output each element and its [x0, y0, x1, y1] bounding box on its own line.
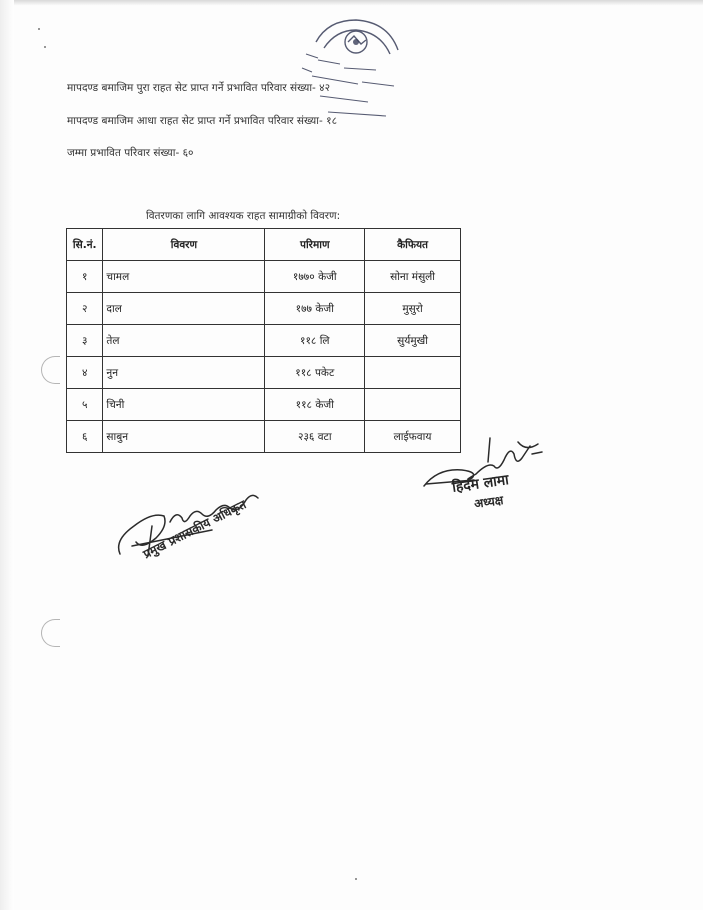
header-remarks: कैफियत: [365, 229, 461, 261]
scan-speck: [355, 878, 357, 880]
relief-materials-table: [66, 228, 461, 453]
cell-quantity: ११८ केजी: [265, 389, 365, 421]
header-quantity: परिमाण: [265, 229, 365, 261]
cell-remark: [365, 389, 461, 421]
full-set-families-line: मापदण्ड बमाजिम पुरा राहत सेट प्राप्त गर्ने प्रभावित परिवार संख्या- ४२: [67, 82, 331, 94]
header-description: विवरण: [103, 229, 265, 261]
cell-quantity: १७७ केजी: [265, 293, 365, 325]
table-row: [67, 421, 461, 453]
cell-quantity: २३६ वटा: [265, 421, 365, 453]
header-serial: सि.नं.: [67, 229, 103, 261]
table-caption: वितरणका लागि आवश्यक राहत सामाग्रीको विवरण:: [146, 210, 341, 222]
cell-serial: ६: [67, 421, 103, 453]
cell-item: चिनी: [103, 389, 265, 421]
scan-edge-top: [0, 0, 703, 6]
cell-item: दाल: [103, 293, 265, 325]
cell-serial: ४: [67, 357, 103, 389]
table-row: [67, 293, 461, 325]
cao-title: प्रमुख प्रशासकीय अधिकृत: [140, 497, 249, 562]
cell-remark: सोना मंसुली: [365, 261, 461, 293]
table-row: [67, 357, 461, 389]
scan-speck: [44, 46, 46, 48]
scan-edge-left: [0, 0, 14, 910]
cell-remark: [365, 357, 461, 389]
punch-hole-lower: [41, 619, 60, 647]
cell-serial: २: [67, 293, 103, 325]
cell-quantity: १७७० केजी: [265, 261, 365, 293]
punch-hole-upper: [41, 356, 60, 384]
cell-serial: १: [67, 261, 103, 293]
total-families-line: जम्मा प्रभावित परिवार संख्या- ६०: [67, 147, 194, 159]
cell-remark: मुसुरो: [365, 293, 461, 325]
cell-item: चामल: [103, 261, 265, 293]
chairperson-title: अध्यक्ष: [473, 493, 505, 511]
chairperson-name: हिदम लामा: [451, 472, 510, 496]
cell-item: नुन: [103, 357, 265, 389]
table-row: [67, 325, 461, 357]
cell-remark: लाईफवाय: [365, 421, 461, 453]
cell-remark: सुर्यमुखी: [365, 325, 461, 357]
scan-speck: [38, 28, 40, 30]
cell-serial: ३: [67, 325, 103, 357]
office-seal: [298, 12, 408, 132]
table-row: [67, 389, 461, 421]
table-row: [67, 261, 461, 293]
cell-serial: ५: [67, 389, 103, 421]
table-header-row: [67, 229, 461, 261]
cell-item: तेल: [103, 325, 265, 357]
half-set-families-line: मापदण्ड बमाजिम आधा राहत सेट प्राप्त गर्ने प्रभावित परिवार संख्या- १८: [67, 115, 338, 127]
cell-item: साबुन: [103, 421, 265, 453]
cell-quantity: ११८ पकेट: [265, 357, 365, 389]
cell-quantity: ११८ लि: [265, 325, 365, 357]
